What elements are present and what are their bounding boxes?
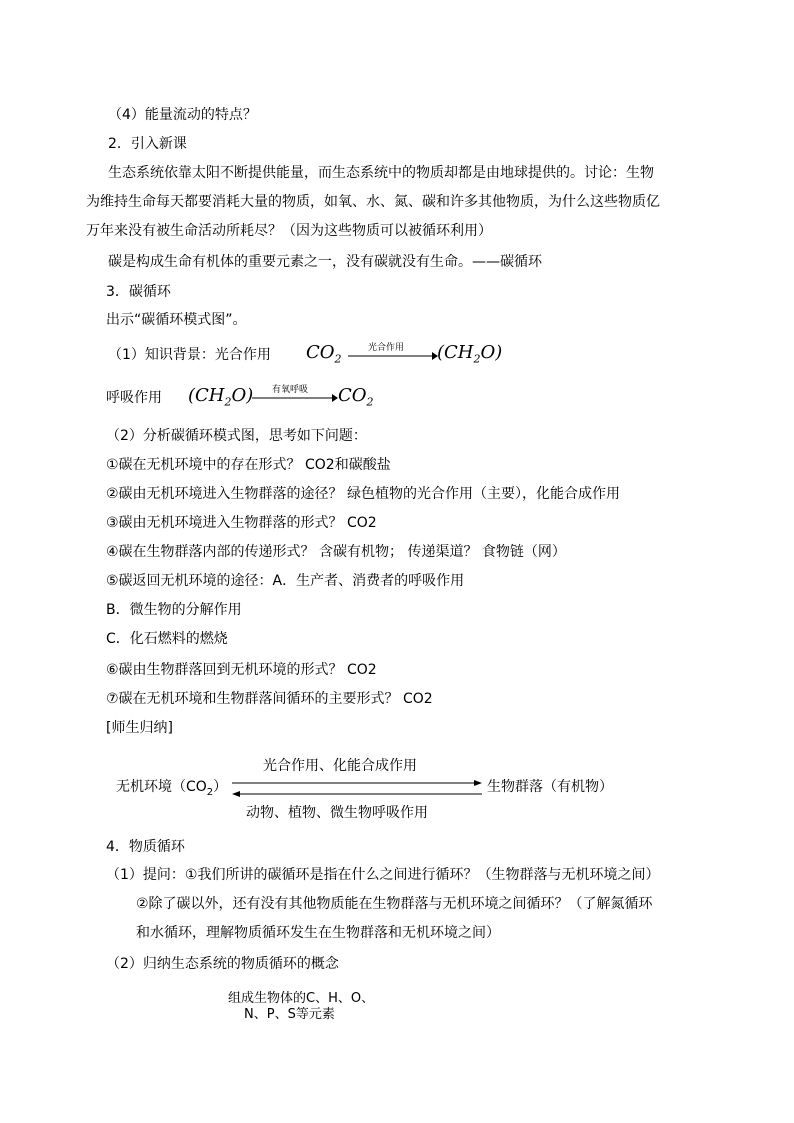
question-item-2: ②碳由无机环境进入生物群落的途径？ 绿色植物的光合作用（主要），化能合成作用 <box>106 486 620 502</box>
question-item-5b: B．微生物的分解作用 <box>106 602 242 618</box>
show-diagram-text: 出示“碳循环模式图”。 <box>106 312 247 328</box>
respiration-right-formula: $CO_2$ <box>338 385 374 409</box>
prompt-line-1: （1）提问：①我们所讲的碳循环是指在什么之间进行循环？（生物群落与无机环境之间） <box>106 867 660 883</box>
photosynthesis-arrow-label: 光合作用 <box>368 343 405 353</box>
question-item-1: ①碳在无机环境中的存在形式？ CO2和碳酸盐 <box>106 457 391 473</box>
knowledge-background-label: （1）知识背景：光合作用 <box>108 347 271 363</box>
respiration-label: 呼吸作用 <box>106 390 162 406</box>
question-4: （4）能量流动的特点？ <box>108 107 257 123</box>
question-item-3: ③碳由无机环境进入生物群落的形式？ CO2 <box>106 515 377 531</box>
question-item-7: ⑦碳在无机环境和生物群落间循环的主要形式？ CO2 <box>106 691 433 707</box>
carbon-paragraph: 碳是构成生命有机体的重要元素之一，没有碳就没有生命。——碳循环 <box>108 254 542 270</box>
section-4-heading: 4．物质循环 <box>106 839 185 855</box>
photosynthesis-arrow <box>348 352 438 362</box>
prompt-line-3: 和水循环，理解物质循环发生在生物群落和无机环境之间） <box>136 925 500 941</box>
intro-paragraph-line-2: 为维持生命每天都要消耗大量的物质，如氧、水、氮、碳和许多其他物质，为什么这些物质亿 <box>86 194 660 210</box>
photosynthesis-left-formula: $CO_2$ <box>306 342 342 366</box>
respiration-left-formula: $(CH_2O)$ <box>188 385 254 409</box>
section-2-heading: 2．引入新课 <box>108 136 187 152</box>
cycle-top-label: 光合作用、化能合成作用 <box>263 758 417 774</box>
cycle-left-node: 无机环境$(CO_2)$ <box>116 779 228 798</box>
intro-paragraph-line-1: 生态系统依靠太阳不断提供能量，而生态系统中的物质却都是由地球提供的。讨论：生物 <box>108 165 654 181</box>
question-item-5: ⑤碳返回无机环境的途径：A．生产者、消费者的呼吸作用 <box>106 573 465 589</box>
question-item-6: ⑥碳由生物群落回到无机环境的形式？ CO2 <box>106 662 377 678</box>
respiration-arrow-label: 有氧呼吸 <box>272 385 309 395</box>
elements-line-2: N、P、S等元素 <box>244 1007 335 1022</box>
cycle-right-node: 生物群落（有机物） <box>487 779 613 795</box>
intro-paragraph-line-3: 万年来没有被生命活动所耗尽？（因为这些物质可以被循环利用） <box>86 223 492 239</box>
photosynthesis-right-formula: $(CH_2O)$ <box>437 342 503 366</box>
question-item-4: ④碳在生物群落内部的传递形式？ 含碳有机物； 传递渠道？ 食物链（网） <box>106 544 566 560</box>
respiration-arrow <box>252 394 338 404</box>
section-3-heading: 3．碳循环 <box>106 284 171 300</box>
prompt-line-2: ②除了碳以外，还有没有其他物质能在生物群落与无机环境之间循环？（了解氮循环 <box>136 896 653 912</box>
cycle-bottom-label: 动物、植物、微生物呼吸作用 <box>246 805 428 821</box>
summary-label: [师生归纳] <box>106 720 173 736</box>
concept-heading: （2）归纳生态系统的物质循环的概念 <box>106 956 339 972</box>
elements-line-1: 组成生物体的C、H、O、 <box>228 991 375 1006</box>
question-item-5c: C．化石燃料的燃烧 <box>106 631 228 647</box>
analysis-prompt: （2）分析碳循环模式图，思考如下问题： <box>106 428 367 444</box>
cycle-arrows <box>232 780 482 798</box>
